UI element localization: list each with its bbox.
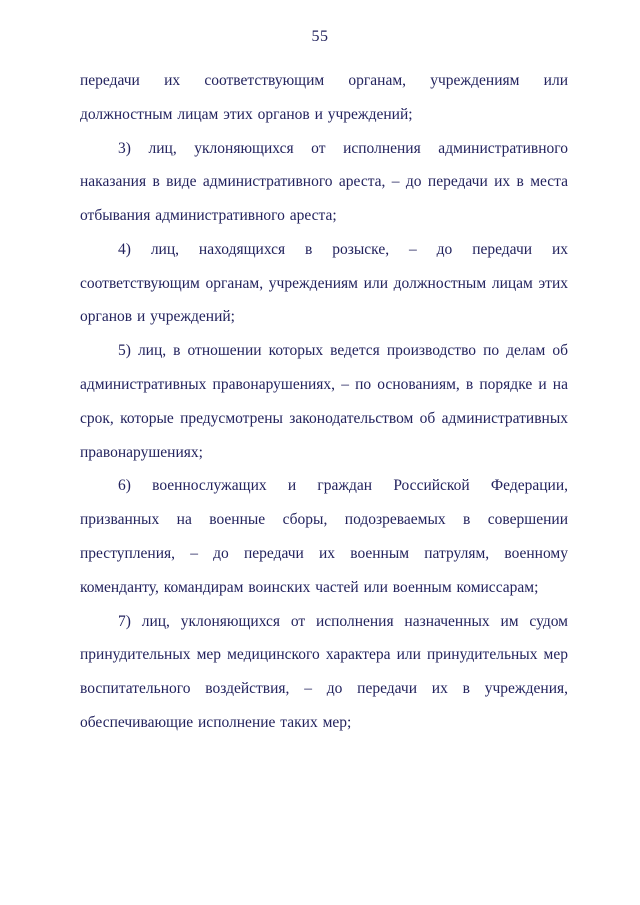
page-number: 55: [311, 28, 329, 45]
paragraph: 6) военнослужащих и граждан Российской Федерации, призванных на военные сборы, подозреваемых в совершении преступления, – до передачи их военным патрулям, военному коменданту, командирам воинских частей или военным комиссарам;: [80, 477, 568, 596]
paragraph: передачи их соответствующим органам, учреждениям или должностным лицам этих органов и учреждений;: [80, 72, 568, 123]
paragraph: 3) лиц, уклоняющихся от исполнения административного наказания в виде административного ареста, – до передачи их в места отбывания административного ареста;: [80, 139, 568, 225]
paragraph: 5) лиц, в отношении которых ведется производство по делам об административных правонарушениях, – по основаниям, в порядке и на срок, которые предусмотрены законодательством об административных правонарушениях;: [80, 342, 568, 461]
paragraph: 4) лиц, находящихся в розыске, – до передачи их соответствующим органам, учреждениям или должностным лицам этих органов и учреждений;: [80, 240, 568, 326]
paragraph: 7) лиц, уклоняющихся от исполнения назначенных им судом принудительных мер медицинского характера или принудительных мер воспитательного воздействия, – до передачи их в учреждения, обеспечивающие исполнение таких мер;: [80, 612, 568, 731]
document-body: [80, 64, 568, 740]
